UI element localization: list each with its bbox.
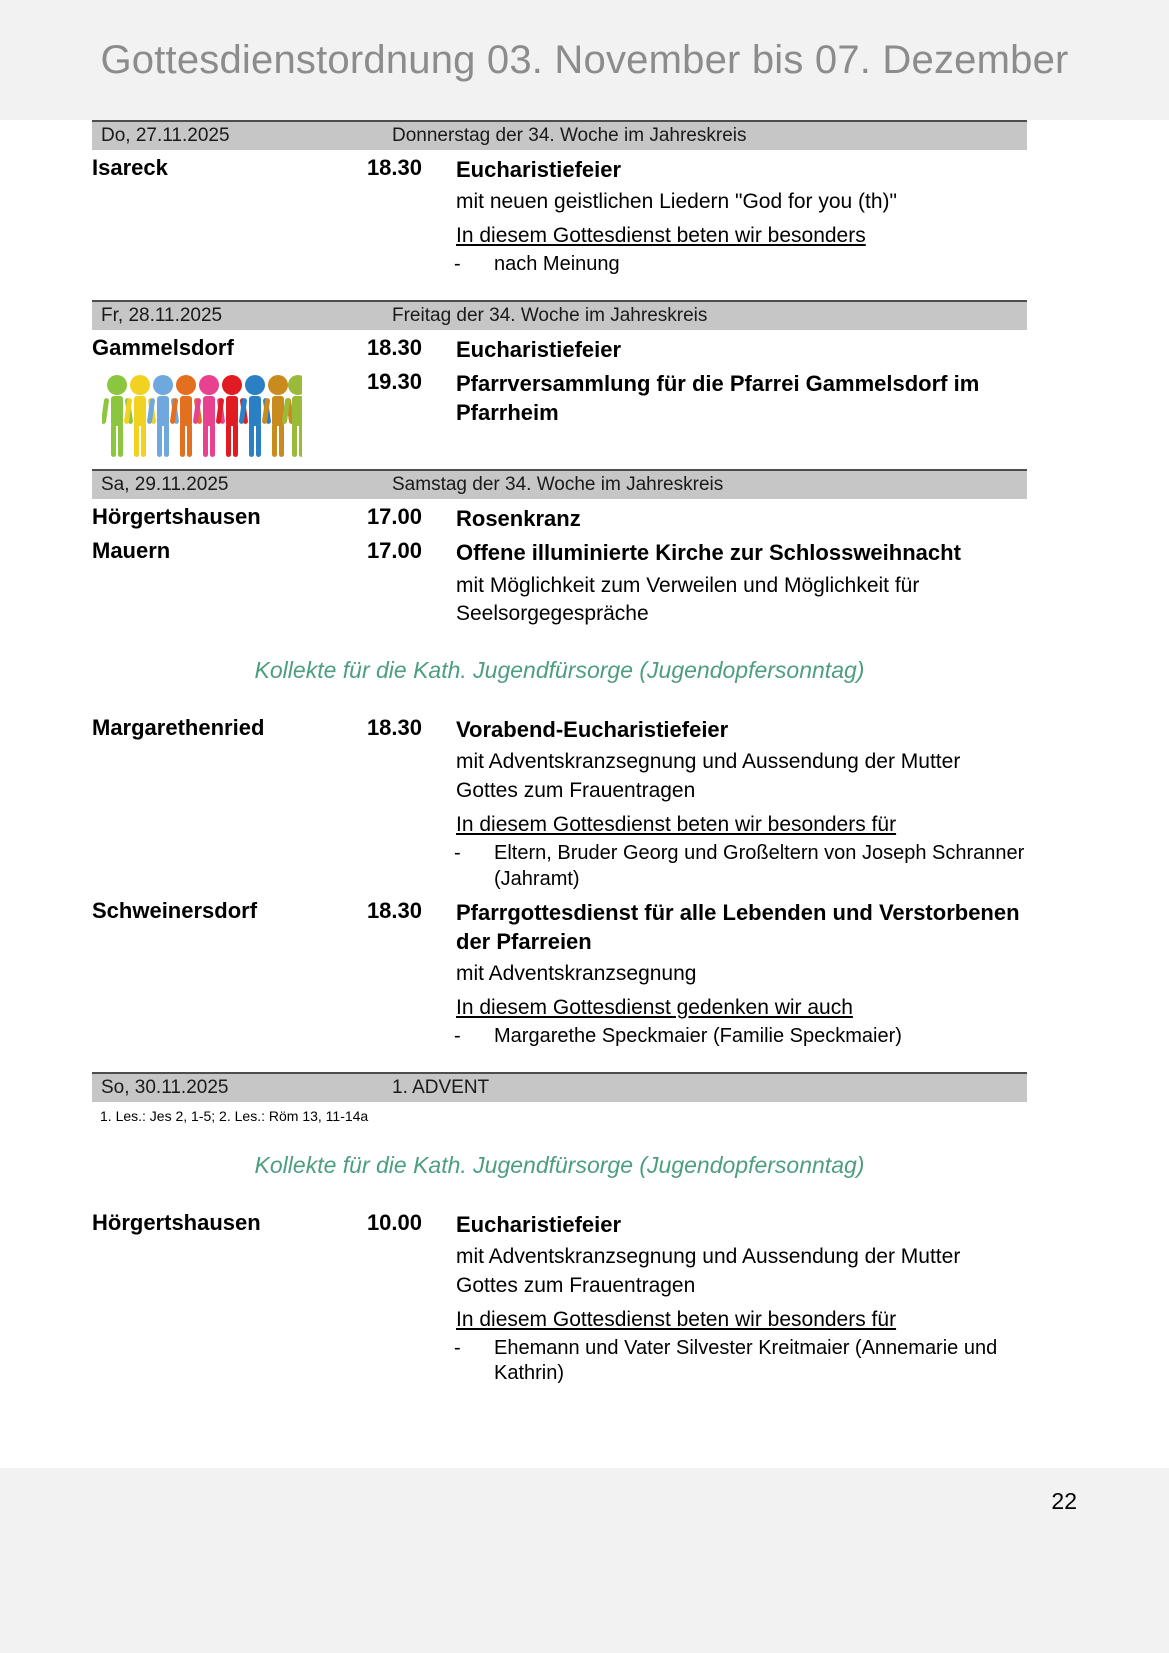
dash-bullet-icon: - — [454, 842, 461, 865]
service-row — [92, 893, 1027, 1050]
intention-text: Eltern, Bruder Georg und Großeltern von Joseph Schranner (Jahramt) — [494, 842, 1025, 890]
service-place: Gammelsdorf — [92, 334, 234, 360]
service-time: 18.30 — [366, 715, 422, 741]
intention-heading: In diesem Gottesdienst beten wir besonders — [456, 224, 866, 248]
dash-bullet-icon: - — [454, 253, 461, 276]
dash-bullet-icon: - — [454, 1336, 461, 1359]
service-note: mit neuen geistlichen Liedern "God for you (th)" — [456, 190, 897, 214]
service-detail — [428, 364, 1027, 428]
service-title: Eucharistiefeier — [456, 157, 622, 182]
service-place-icon-cell — [92, 364, 332, 459]
service-row — [92, 710, 1027, 892]
intention-list — [456, 1334, 1027, 1387]
day-header — [92, 120, 1027, 150]
service-note: mit Möglichkeit zum Verweilen und Möglichkeit für Seelsorgegespräche — [456, 573, 920, 626]
dash-bullet-icon: - — [454, 1025, 461, 1048]
service-detail — [428, 533, 1027, 629]
day-date: So, 30.11.2025 — [101, 1076, 229, 1098]
service-detail — [428, 1205, 1027, 1387]
day-label: Samstag der 34. Woche im Jahreskreis — [392, 474, 724, 496]
day-date: Do, 27.11.2025 — [101, 125, 230, 146]
day-label: Freitag der 34. Woche im Jahreskreis — [392, 304, 708, 326]
day-header — [92, 300, 1027, 330]
service-place: Mauern — [92, 538, 171, 564]
page-body — [0, 120, 1169, 1387]
kollekte-note: Kollekte für die Kath. Jugendfürsorge (Jugendopfersonntag) — [254, 657, 865, 684]
service-place: Margarethenried — [92, 715, 265, 741]
day-header — [92, 1072, 1027, 1102]
day-date: Sa, 29.11.2025 — [101, 474, 229, 496]
service-row — [92, 499, 1027, 533]
service-place: Isareck — [92, 155, 168, 180]
service-detail — [428, 499, 1027, 533]
service-note: mit Adventskranzsegnung und Aussendung der Mutter Gottes zum Frauentragen — [456, 750, 961, 803]
service-time: 18.30 — [366, 155, 422, 180]
service-title: Pfarrgottesdienst für alle Lebenden und Verstorbenen der Pfarreien — [456, 899, 1020, 954]
service-title: Offene illuminierte Kirche zur Schlossweihnacht — [456, 540, 961, 566]
service-time: 18.30 — [366, 897, 422, 923]
day-header — [92, 469, 1027, 499]
schedule-content — [92, 120, 1027, 1387]
service-title: Rosenkranz — [456, 506, 581, 532]
service-place: Hörgertshausen — [92, 1209, 261, 1235]
service-row — [92, 364, 1027, 459]
service-place: Hörgertshausen — [92, 504, 261, 530]
intention-item — [454, 1334, 1027, 1387]
page-title: Gottesdienstordnung 03. November bis 07. Dezember — [100, 37, 1069, 82]
service-detail — [428, 893, 1027, 1050]
service-note: mit Adventskranzsegnung — [456, 962, 697, 986]
page-header-band — [0, 0, 1169, 120]
page-footer-band — [0, 1468, 1169, 1653]
service-title: Eucharistiefeier — [456, 1211, 622, 1237]
day-label: 1. ADVENT — [392, 1076, 490, 1098]
intention-list — [456, 839, 1027, 892]
intention-text: nach Meinung — [494, 253, 620, 276]
service-detail — [428, 710, 1027, 892]
service-note: mit Adventskranzsegnung und Aussendung der Mutter Gottes zum Frauentragen — [456, 1245, 961, 1297]
service-detail — [428, 150, 1027, 278]
day-label: Donnerstag der 34. Woche im Jahreskreis — [392, 125, 747, 146]
intention-list — [456, 250, 1027, 278]
intention-list — [456, 1022, 1027, 1050]
kollekte-note: Kollekte für die Kath. Jugendfürsorge (Jugendopfersonntag) — [254, 1151, 865, 1178]
intention-text: Margarethe Speckmaier (Familie Speckmaier) — [494, 1025, 902, 1048]
day-date: Fr, 28.11.2025 — [101, 304, 223, 326]
service-title: Vorabend-Eucharistiefeier — [456, 717, 729, 743]
service-time: 19.30 — [366, 369, 422, 395]
service-time: 18.30 — [366, 334, 422, 360]
service-row — [92, 150, 1027, 278]
intention-item — [454, 250, 1027, 278]
service-time: 10.00 — [366, 1209, 422, 1235]
service-row — [92, 533, 1027, 629]
service-detail — [428, 330, 1027, 364]
intention-heading: In diesem Gottesdienst beten wir besonders für — [456, 813, 897, 837]
intention-item — [454, 839, 1027, 892]
service-time: 17.00 — [366, 504, 422, 530]
service-row — [92, 1205, 1027, 1387]
service-time: 17.00 — [366, 538, 422, 564]
people-holding-hands-icon — [102, 373, 302, 459]
service-title: Eucharistiefeier — [456, 336, 622, 362]
intention-text: Ehemann und Vater Silvester Kreitmaier (Annemarie und Kathrin) — [494, 1336, 998, 1385]
service-row — [92, 330, 1027, 364]
page-number: 22 — [1051, 1488, 1077, 1514]
intention-item — [454, 1022, 1027, 1050]
intention-heading: In diesem Gottesdienst beten wir besonders für — [456, 1307, 897, 1331]
liturgy-readings: 1. Les.: Jes 2, 1-5; 2. Les.: Röm 13, 11-14a — [100, 1107, 369, 1124]
service-place: Schweinersdorf — [92, 897, 258, 923]
service-title: Pfarrversammlung für die Pfarrei Gammelsdorf im Pfarrheim — [456, 371, 980, 426]
intention-heading: In diesem Gottesdienst gedenken wir auch — [456, 995, 853, 1019]
